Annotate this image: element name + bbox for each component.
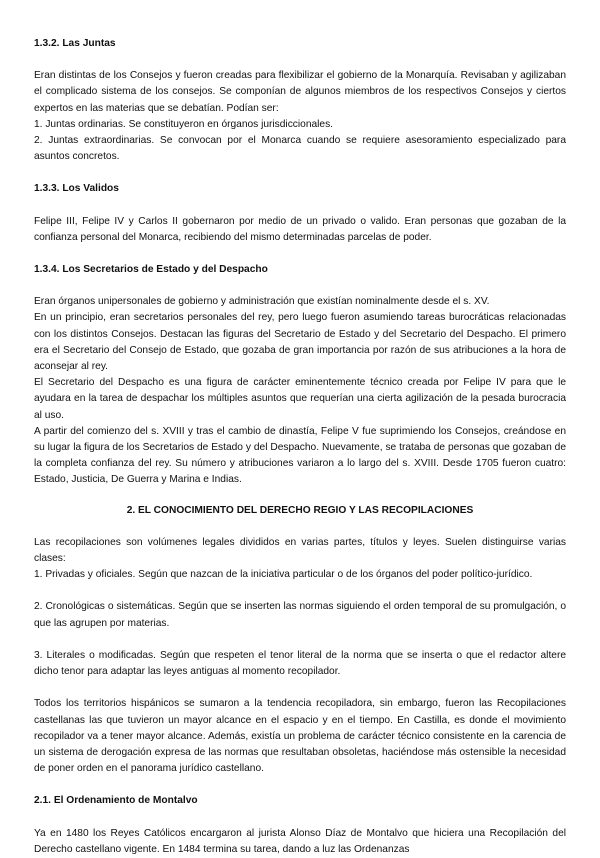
secretarios-paragraph-2: En un principio, eran secretarios personales del rey, pero luego fueron asumiendo tareas burocráticas relacionadas con los distintos Consejos. Destacan las figuras del Secretario de Estado y del Secretario del Despacho. El primero era el Secretario del Consejo de Estado, que gozaba de gran importancia por razón de sus atribuciones a la hora de aconsejar al rey.: [34, 312, 566, 373]
secretarios-paragraph-4: A partir del comienzo del s. XVIII y tras el cambio de dinastía, Felipe V fue suprimiendo los Consejos, creándose en su lugar la figura de los Secretarios de Estado y del Despacho. Nuevamente, se trataba de personas que gozaban de la completa confianza del rey. Su número y atribuciones variaron a lo largo del s. XVIII. Desde 1705 fueron cuatro: Estado, Justicia, De Guerra y Marina e Indias.: [34, 425, 566, 486]
juntas-paragraph: Eran distintas de los Consejos y fueron creadas para flexibilizar el gobierno de la Monarquía. Revisaban y agilizaban el complicado sistema de los consejos. Se componían de algunos miembros de los respectivos Consejos y ciertos expertos en las materias que se debatían. Podían ser:: [34, 70, 566, 114]
conocimiento-item-1: 1. Privadas y oficiales. Según que nazcan de la iniciativa particular o de los órganos del poder político-jurídico.: [34, 569, 533, 581]
conocimiento-item-3: 3. Literales o modificadas. Según que respeten el tenor literal de la norma que se inserta o que el redactor altere dicho tenor para adaptar las leyes antiguas al momento recopilador.: [34, 649, 566, 678]
heading-las-juntas: 1.3.2. Las Juntas: [34, 38, 116, 49]
heading-secretarios: 1.3.4. Los Secretarios de Estado y del Despacho: [34, 264, 268, 276]
juntas-item-2: 2. Juntas extraordinarias. Se convocan por el Monarca cuando se requiere asesoramiento especializado para asuntos concretos.: [34, 135, 566, 163]
secretarios-paragraph-1: Eran órganos unipersonales de gobierno y administración que existían nominalmente desde el s. XV.: [34, 296, 490, 308]
heading-conocimiento-derecho: 2. EL CONOCIMIENTO DEL DERECHO REGIO Y LAS RECOPILACIONES: [126, 504, 474, 516]
juntas-item-1: 1. Juntas ordinarias. Se constituyeron en órganos jurisdiccionales.: [34, 118, 333, 130]
secretarios-paragraph-3: El Secretario del Despacho es una figura de carácter eminentemente técnico creada por Felipe IV para que le ayudara en la tarea de despachar los múltiples asuntos que requerían una cierta agilización de la pesada burocracia al uso.: [34, 377, 566, 421]
conocimiento-item-2: 2. Cronológicas o sistemáticas. Según que se inserten las normas siguiendo el orden temporal de su promulgación, o que las agrupen por materias.: [34, 601, 566, 629]
heading-los-validos: 1.3.3. Los Validos: [34, 183, 119, 195]
montalvo-paragraph: Ya en 1480 los Reyes Católicos encargaron al jurista Alonso Díaz de Montalvo que hiciera una Recopilación del Derecho castellano vigente. En 1484 termina su tarea, dando a luz las Ordenanzas: [34, 827, 566, 855]
conocimiento-paragraph-2: Todos los territorios hispánicos se sumaron a la tendencia recopiladora, sin embargo, fueron las Recopilaciones castellanas las que tuvieron un mayor alcance en el espacio y en el tiempo. En Castilla, es donde el movimiento recopilador va a tener mayor alcance. Además, existía un problema de carácter técnico consistente en la carencia de un sistema de derogación expresa de las normas que resultaban obsoletas, haciéndose más ostensible la necesidad de poner orden en el panorama jurídico castellano.: [34, 698, 566, 775]
conocimiento-paragraph-1: Las recopilaciones son volúmenes legales divididos en varias partes, títulos y leyes. Suelen distinguirse varias clases:: [34, 536, 566, 565]
validos-paragraph: Felipe III, Felipe IV y Carlos II gobernaron por medio de un privado o valido. Eran personas que gozaban de la confianza personal del Monarca, recibiendo del mismo determinadas parcelas de poder.: [34, 215, 566, 243]
heading-ordenamiento-montalvo: 2.1. El Ordenamiento de Montalvo: [34, 795, 198, 807]
document-page: [34, 36, 566, 858]
